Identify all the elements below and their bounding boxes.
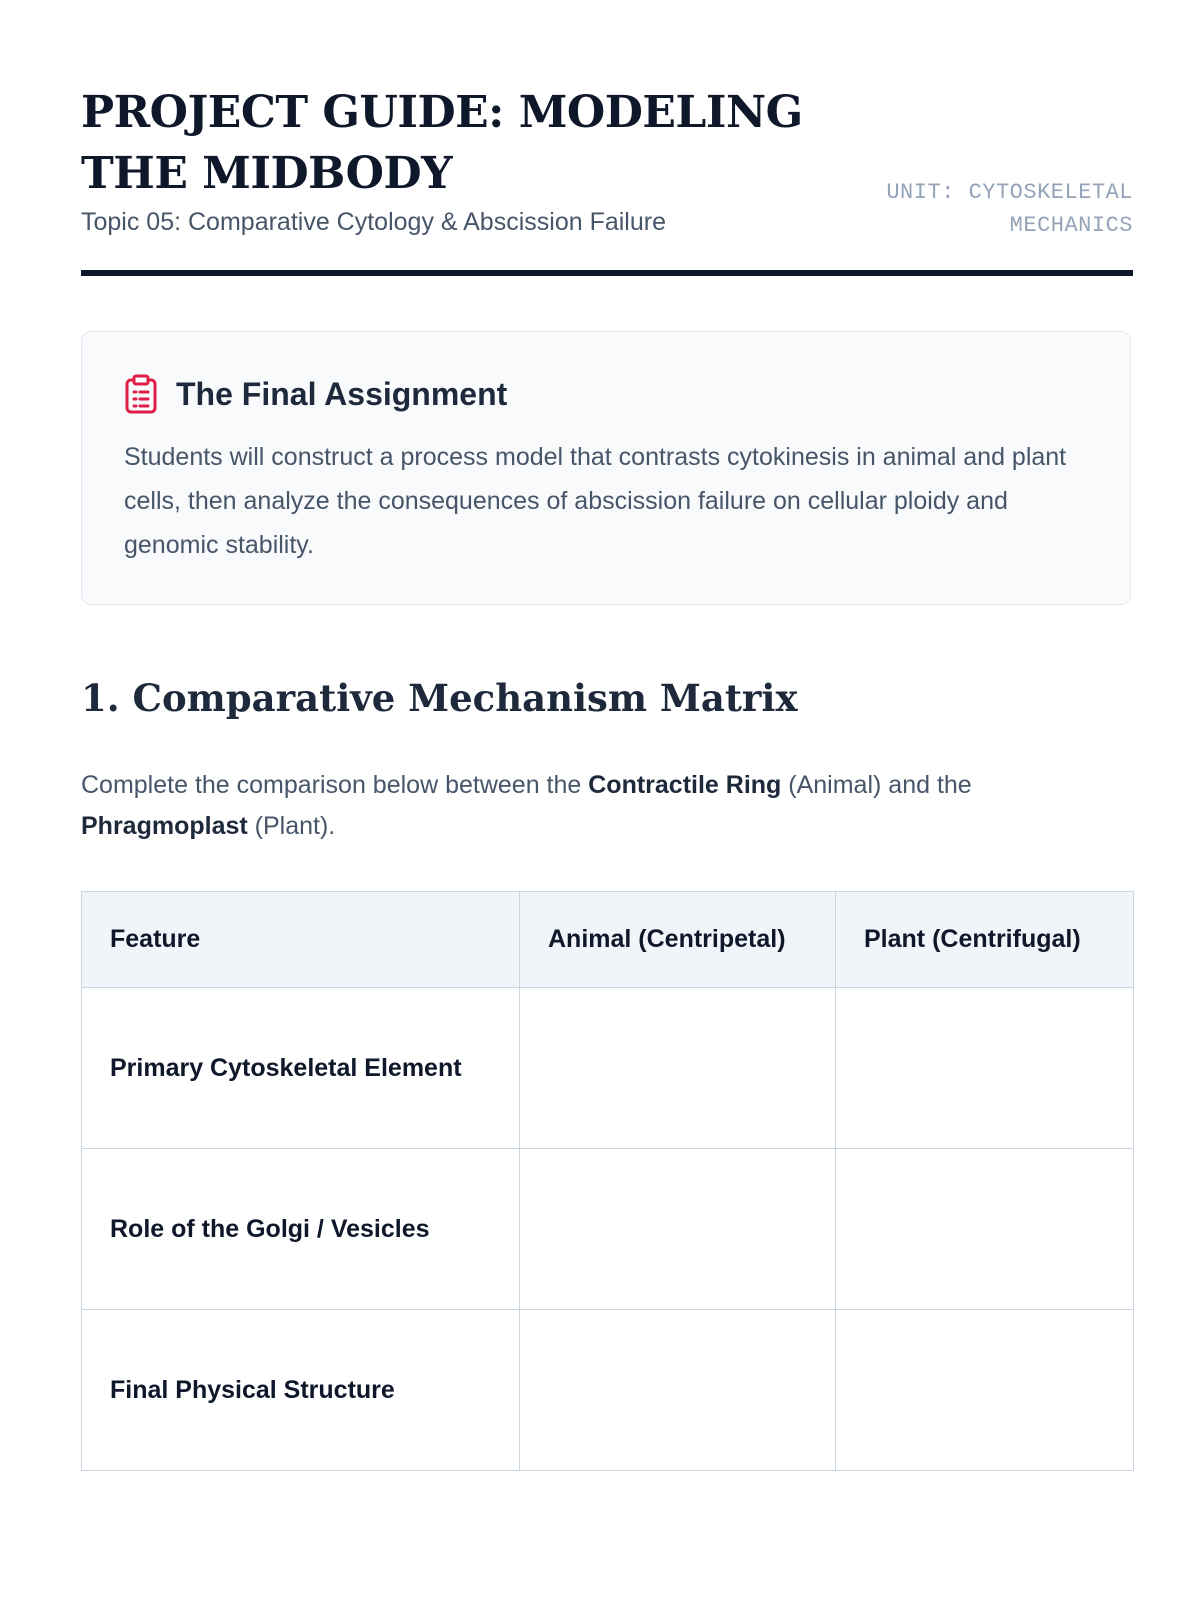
intro-text-suffix: (Plant). [247, 812, 336, 840]
table-header-row [82, 892, 1134, 988]
plant-answer-cell[interactable] [836, 988, 1134, 1149]
assignment-description: Students will construct a process model that contrasts cytokinesis in animal and plant cells, then analyze the consequences of abscission failure on cellular ploidy and genomic stability. [124, 443, 1067, 559]
unit-label-line1: UNIT: CYTOSKELETAL [886, 180, 1133, 205]
assignment-heading [124, 374, 507, 414]
page-subtitle: Topic 05: Comparative Cytology & Abscission Failure [81, 208, 666, 236]
unit-label-line2: MECHANICS [1009, 213, 1133, 238]
table-row [82, 1149, 1134, 1310]
intro-term-contractile-ring: Contractile Ring [588, 771, 782, 799]
document-page [81, 0, 1133, 1404]
assignment-card [81, 331, 1131, 605]
table-row [82, 988, 1134, 1149]
comparison-table [81, 891, 1134, 1471]
plant-answer-cell[interactable] [836, 1149, 1134, 1310]
unit-label [833, 176, 1133, 242]
intro-text-middle: (Animal) and the [781, 771, 972, 799]
page-title: PROJECT GUIDE: MODELING THE MIDBODY [81, 87, 803, 199]
section-intro [81, 765, 1133, 847]
intro-term-phragmoplast: Phragmoplast [81, 812, 248, 840]
intro-text-prefix: Complete the comparison below between the [81, 771, 589, 799]
clipboard-icon [124, 374, 158, 414]
row-feature-label: Primary Cytoskeletal Element [82, 988, 520, 1149]
animal-answer-cell[interactable] [520, 1149, 836, 1310]
assignment-title: The Final Assignment [176, 376, 508, 412]
row-feature-label: Final Physical Structure [82, 1310, 520, 1471]
header-plant: Plant (Centrifugal) [836, 892, 1134, 988]
row-feature-label: Role of the Golgi / Vesicles [82, 1149, 520, 1310]
table-row [82, 1310, 1134, 1471]
animal-answer-cell[interactable] [520, 988, 836, 1149]
animal-answer-cell[interactable] [520, 1310, 836, 1471]
plant-answer-cell[interactable] [836, 1310, 1134, 1471]
header-animal: Animal (Centripetal) [520, 892, 836, 988]
header-divider [81, 270, 1133, 276]
document-header [81, 0, 1133, 276]
header-feature: Feature [82, 892, 520, 988]
section-title: 1. Comparative Mechanism Matrix [81, 676, 798, 720]
